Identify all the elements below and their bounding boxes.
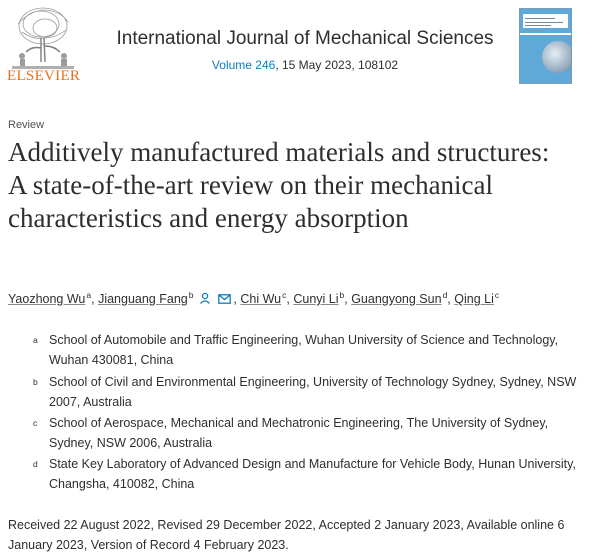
cover-graphic	[542, 41, 572, 73]
author-separator: ,	[344, 292, 352, 307]
affiliation-mark: c	[33, 418, 38, 428]
author-separator: ,	[233, 292, 241, 307]
author-separator: ,	[91, 292, 99, 307]
author-affil-mark: c	[494, 290, 500, 300]
cover-strip	[520, 33, 571, 35]
affiliation-mark: a	[33, 335, 38, 345]
person-icon[interactable]	[199, 292, 211, 307]
author-name[interactable]: Chi Wu	[240, 292, 282, 307]
author-affil-mark: a	[86, 290, 92, 300]
journal-cover-image[interactable]	[519, 8, 572, 84]
author-affil-mark: c	[282, 290, 287, 300]
article-header	[0, 0, 600, 96]
publisher-name: ELSEVIER	[7, 68, 81, 84]
cover-band-line	[525, 22, 563, 23]
author-affil-mark: b	[188, 290, 194, 300]
cover-band-line	[525, 18, 555, 19]
article-type: Review	[8, 119, 45, 131]
article-title: Additively manufactured materials and structures: A state-of-the-art review on their mechanical characteristics and energy absorption	[8, 137, 550, 233]
email-icon[interactable]	[218, 293, 231, 307]
author-name[interactable]: Cunyi Li	[293, 292, 339, 307]
author-separator: ,	[447, 292, 455, 307]
author-name[interactable]: Qing Li	[454, 292, 494, 307]
affiliation-text: School of Aerospace, Mechanical and Mechatronic Engineering, The University of Sydney, Sydney, NSW 2006, Australia	[49, 416, 549, 450]
author-name[interactable]: Guangyong Sun	[351, 292, 442, 307]
journal-meta	[100, 58, 510, 72]
author-affil-mark: d	[442, 290, 448, 300]
affiliation-text: State Key Laboratory of Advanced Design and Manufacture for Vehicle Body, Hunan University, Changsha, 410082, China	[49, 457, 576, 491]
author-name[interactable]: Yaozhong Wu	[8, 292, 86, 307]
cover-band-line	[525, 25, 551, 26]
affiliation-mark: d	[33, 459, 38, 469]
author-name[interactable]: Jianguang Fang	[98, 292, 188, 307]
affiliation-mark: b	[33, 377, 38, 387]
author-affil-mark: b	[339, 290, 345, 300]
journal-title[interactable]: International Journal of Mechanical Sciences	[116, 28, 494, 49]
affiliation-text: School of Civil and Environmental Engineering, University of Technology Sydney, Sydney, NSW 2007, Australia	[49, 375, 577, 409]
volume-link[interactable]: Volume 246	[211, 58, 276, 72]
affiliation-text: School of Automobile and Traffic Engineering, Wuhan University of Science and Technology, Wuhan 430081, China	[49, 333, 559, 367]
author-separator: ,	[286, 292, 294, 307]
elsevier-tree-icon	[8, 4, 78, 70]
article-dates: Received 22 August 2022, Revised 29 December 2022, Accepted 2 January 2023, Available online 6 January 2023, Version of Record 4 February 2023.	[8, 518, 565, 552]
author-list	[8, 290, 593, 307]
issue-info: , 15 May 2023, 108102	[275, 58, 399, 72]
